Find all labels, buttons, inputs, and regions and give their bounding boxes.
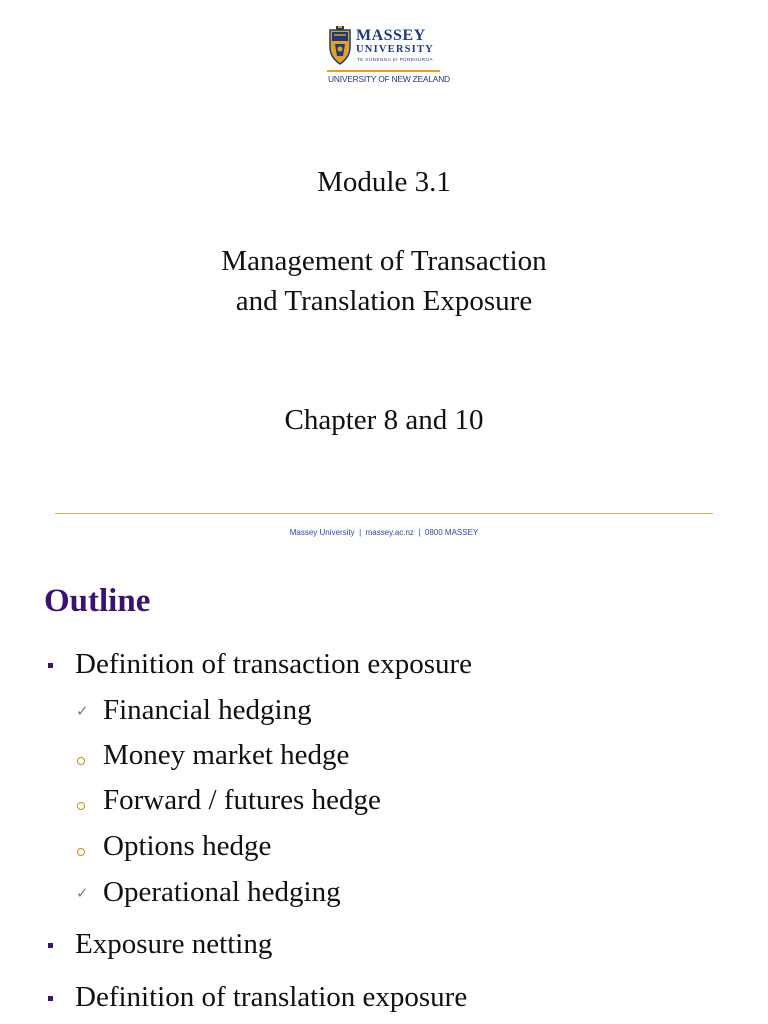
- title-line-1: Management of Transaction: [221, 245, 547, 277]
- list-item-text: Exposure netting: [75, 928, 273, 960]
- crest-icon: [327, 26, 353, 68]
- logo-name: MASSEY: [356, 27, 426, 44]
- list-item-text: Money market hedge: [103, 739, 350, 771]
- logo-tagline: UNIVERSITY OF NEW ZEALAND: [328, 74, 450, 84]
- footer-divider: [55, 513, 713, 514]
- outline-title: Outline: [44, 583, 151, 619]
- list-item-text: Financial hedging: [103, 694, 312, 726]
- square-bullet-icon: [48, 943, 53, 948]
- list-item-text: Forward / futures hedge: [103, 784, 381, 816]
- logo-university: UNIVERSITY: [356, 44, 434, 55]
- list-item-text: Definition of transaction exposure: [75, 648, 473, 680]
- chapter-heading: Chapter 8 and 10: [284, 404, 484, 436]
- list-item-text: Definition of translation exposure: [75, 981, 468, 1013]
- circle-bullet-icon: [77, 757, 85, 765]
- circle-bullet-icon: [77, 848, 85, 856]
- square-bullet-icon: [48, 663, 53, 668]
- logo-divider: [327, 70, 440, 72]
- logo-maori-motto: TE KUNENGA KI PŪREHUROA: [357, 57, 434, 62]
- footer-text: Massey University | massey.ac.nz | 0800 MASSEY: [289, 528, 479, 537]
- list-item-text: Options hedge: [103, 830, 272, 862]
- check-bullet-icon: ✓: [76, 702, 89, 720]
- module-heading: Module 3.1: [317, 166, 451, 198]
- list-item-text: Operational hedging: [103, 876, 341, 908]
- title-line-2: and Translation Exposure: [235, 285, 533, 317]
- square-bullet-icon: [48, 996, 53, 1001]
- check-bullet-icon: ✓: [76, 884, 89, 902]
- circle-bullet-icon: [77, 802, 85, 810]
- massey-university-logo: [327, 26, 450, 88]
